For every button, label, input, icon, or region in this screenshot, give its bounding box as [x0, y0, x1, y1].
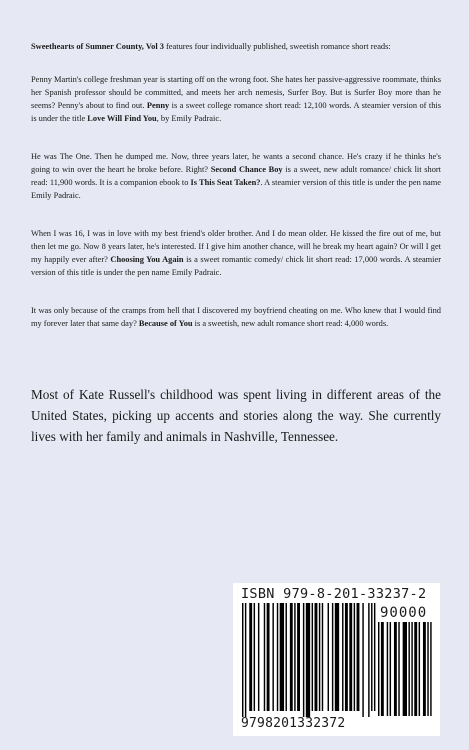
- blurb-text: , by Emily Padraic.: [156, 114, 222, 123]
- blurb-text: is a sweet romantic comedy/ chick lit short read: 17,000 words. A steamier version of this title is under the pen name Emily Padraic.: [31, 255, 442, 277]
- addon-number: 90000: [380, 605, 428, 621]
- blurb-text: is a sweet college romance short read: 12,100 words. A steamier version of this is under the title: [31, 101, 441, 123]
- story-blurb-penny: [31, 73, 441, 125]
- companion-title: Is This Seat Taken?: [190, 178, 261, 187]
- isbn-barcode: [233, 583, 440, 736]
- story-title: Second Chance Boy: [210, 165, 283, 174]
- blurb-text: . A steamier version of this title is under the pen name Emily Padraic.: [31, 178, 441, 200]
- isbn-label: ISBN 979-8-201-33237-2: [241, 586, 427, 602]
- addon-barcode-bars: [378, 622, 434, 717]
- blurb-text: It was only because of the cramps from hell that I discovered my boyfriend cheating on me. Who knew that I would find my forever later that same day?: [31, 306, 441, 328]
- story-blurb-because-of-you: [31, 304, 441, 330]
- story-blurb-second-chance-boy: [31, 150, 441, 202]
- ean-barcode-bars: [242, 603, 376, 717]
- story-title: Choosing You Again: [110, 255, 184, 264]
- story-blurb-choosing-you-again: [31, 227, 441, 279]
- blurb-text: Penny Martin's college freshman year is starting off on the wrong foot. She hates her passive-aggressive roommate, thinks her Spanish professor should be committed, and meets her arch nemesis, Surfer Boy. But is Surfer Boy more than he seems? Penny's about to find out.: [31, 75, 441, 110]
- story-title: Penny: [146, 101, 170, 110]
- collection-intro: [31, 40, 441, 53]
- blurb-text: is a sweet, new adult romance/ chick lit short read: 11,900 words. It is a companion ebook to: [31, 165, 441, 187]
- alt-title: Love Will Find You: [87, 114, 157, 123]
- story-blurbs: [31, 40, 441, 355]
- blurb-text: When I was 16, I was in love with my best friend's older brother. And I do mean older. He kissed the fire out of me, but then let me go. Now 8 years later, he's interested. If I give him another chance, will he break my heart again? Or will I get my happily ever after?: [31, 229, 441, 264]
- ean-number: 9798201332372: [241, 716, 346, 731]
- intro-text: features four individually published, sweetish romance short reads:: [163, 42, 391, 51]
- author-bio: Most of Kate Russell's childhood was spent living in different areas of the United States, picking up accents and stories along the way. She currently lives with her family and animals in Nashville, Tennessee.: [31, 387, 441, 444]
- collection-title: Sweethearts of Sumner County, Vol 3: [31, 42, 164, 51]
- blurb-text: is a sweetish, new adult romance short read: 4,000 words.: [192, 319, 389, 328]
- story-title: Because of You: [138, 319, 193, 328]
- blurb-text: He was The One. Then he dumped me. Now, three years later, he wants a second chance. He's crazy if he thinks he's going to win over the heart he broke before. Right?: [31, 152, 441, 174]
